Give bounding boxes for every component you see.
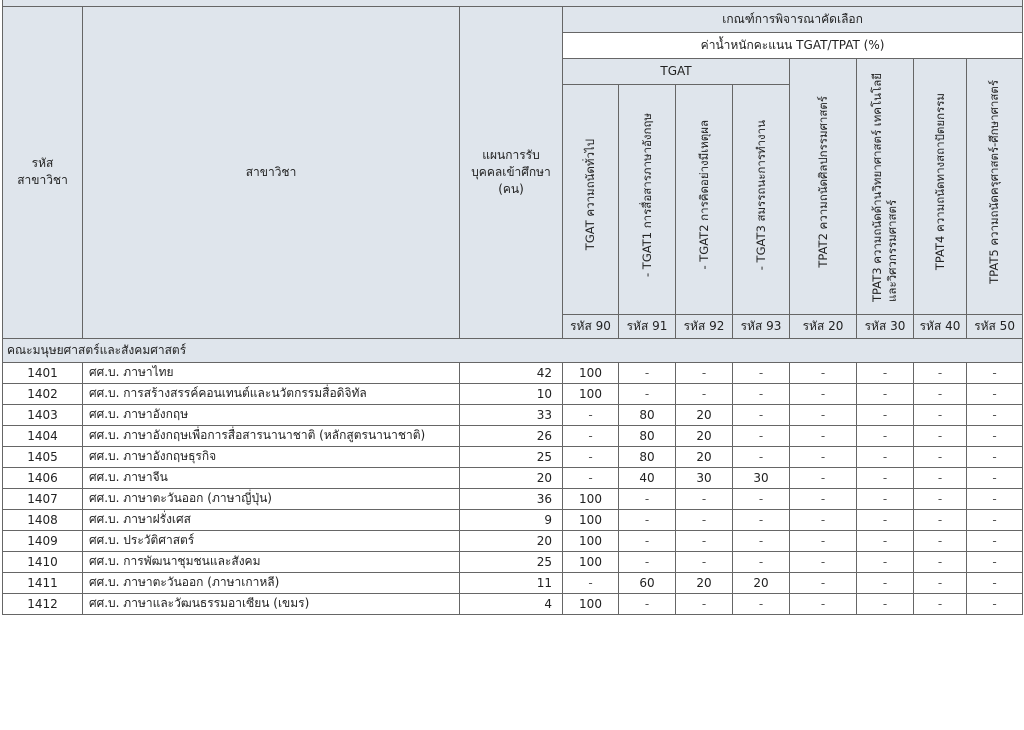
weight-cell: - — [857, 530, 914, 551]
weight-cell: - — [967, 572, 1023, 593]
weight-cell: - — [857, 488, 914, 509]
weight-cell: 100 — [563, 362, 619, 383]
table-row — [3, 509, 1023, 530]
weight-cell: - — [790, 404, 857, 425]
weight-cell: - — [857, 362, 914, 383]
weight-cell: 40 — [619, 467, 676, 488]
tgat-group-header: TGAT — [563, 58, 790, 84]
weight-cell: - — [676, 551, 733, 572]
weight-cell: - — [790, 362, 857, 383]
weight-cell: - — [790, 572, 857, 593]
major-name-cell: ศศ.บ. ภาษาฝรั่งเศส — [83, 509, 460, 530]
weight-cell: - — [914, 488, 967, 509]
table-row — [3, 593, 1023, 614]
test-code: รหัส 50 — [967, 314, 1023, 338]
table-row — [3, 446, 1023, 467]
major-name-cell: ศศ.บ. ภาษาและวัฒนธรรมอาเซียน (เขมร) — [83, 593, 460, 614]
table-row — [3, 572, 1023, 593]
weight-cell: 100 — [563, 488, 619, 509]
weight-cell: - — [790, 509, 857, 530]
test-header-tpat3: TPAT3 ความถนัดด้านวิทยาศาสตร์ เทคโนโลยี และวิศวกรรมศาสตร์ — [857, 58, 914, 314]
weight-cell: - — [676, 530, 733, 551]
weight-cell: - — [733, 509, 790, 530]
weight-cell: - — [619, 488, 676, 509]
weight-cell: - — [914, 383, 967, 404]
weight-cell: - — [619, 593, 676, 614]
plan-count-cell: 25 — [460, 446, 563, 467]
weight-cell: - — [619, 383, 676, 404]
weight-cell: - — [619, 509, 676, 530]
weight-cell: - — [857, 551, 914, 572]
table-row — [3, 551, 1023, 572]
major-name-cell: ศศ.บ. ภาษาจีน — [83, 467, 460, 488]
weight-cell: - — [914, 572, 967, 593]
weight-cell: - — [914, 530, 967, 551]
plan-count-cell: 4 — [460, 593, 563, 614]
test-code: รหัส 90 — [563, 314, 619, 338]
major-name-cell: ศศ.บ. การสร้างสรรค์คอนเทนต์และนวัตกรรมสื่อดิจิทัล — [83, 383, 460, 404]
weight-cell: - — [914, 446, 967, 467]
weight-cell: - — [733, 446, 790, 467]
weight-cell: 30 — [676, 467, 733, 488]
major-code-cell: 1404 — [3, 425, 83, 446]
weight-cell: - — [914, 593, 967, 614]
weight-cell: 80 — [619, 404, 676, 425]
table-row — [3, 383, 1023, 404]
criteria-header: เกณฑ์การพิจารณาคัดเลือก — [563, 6, 1023, 32]
weight-cell: - — [857, 404, 914, 425]
weight-cell: 60 — [619, 572, 676, 593]
weight-cell: - — [790, 551, 857, 572]
weight-cell: 20 — [733, 572, 790, 593]
weight-cell: - — [857, 446, 914, 467]
weight-cell: - — [914, 467, 967, 488]
weight-header: ค่าน้ำหนักคะแนน TGAT/TPAT (%) — [563, 32, 1023, 58]
weight-cell: 20 — [676, 572, 733, 593]
major-name-cell: ศศ.บ. ภาษาตะวันออก (ภาษาเกาหลี) — [83, 572, 460, 593]
major-name-cell: ศศ.บ. ภาษาตะวันออก (ภาษาญี่ปุ่น) — [83, 488, 460, 509]
weight-cell: - — [733, 551, 790, 572]
plan-count-cell: 33 — [460, 404, 563, 425]
plan-count-cell: 11 — [460, 572, 563, 593]
plan-count-cell: 9 — [460, 509, 563, 530]
weight-cell: - — [790, 425, 857, 446]
weight-cell: 80 — [619, 425, 676, 446]
weight-cell: 100 — [563, 530, 619, 551]
weight-cell: - — [914, 404, 967, 425]
plan-count-cell: 20 — [460, 530, 563, 551]
table-row — [3, 362, 1023, 383]
test-code: รหัส 91 — [619, 314, 676, 338]
major-code-cell: 1409 — [3, 530, 83, 551]
weight-cell: - — [967, 467, 1023, 488]
major-name-cell: ศศ.บ. ภาษาอังกฤษ — [83, 404, 460, 425]
weight-cell: - — [676, 509, 733, 530]
weight-cell: - — [857, 383, 914, 404]
weight-cell: - — [790, 467, 857, 488]
weight-cell: - — [676, 362, 733, 383]
weight-cell: - — [563, 404, 619, 425]
weight-cell: - — [857, 425, 914, 446]
plan-count-cell: 26 — [460, 425, 563, 446]
major-code-cell: 1403 — [3, 404, 83, 425]
test-code: รหัส 40 — [914, 314, 967, 338]
plan-count-cell: 36 — [460, 488, 563, 509]
weight-cell: - — [967, 551, 1023, 572]
weight-cell: - — [967, 530, 1023, 551]
plan-count-cell: 42 — [460, 362, 563, 383]
weight-cell: - — [619, 551, 676, 572]
admission-table — [2, 0, 1023, 615]
test-header-tpat4: TPAT4 ความถนัดทางสถาปัตยกรรม — [914, 58, 967, 314]
weight-cell: 20 — [676, 425, 733, 446]
weight-cell: - — [563, 467, 619, 488]
weight-cell: - — [733, 362, 790, 383]
major-name-cell: ศศ.บ. ภาษาไทย — [83, 362, 460, 383]
weight-cell: - — [857, 467, 914, 488]
weight-cell: - — [914, 551, 967, 572]
weight-cell: - — [790, 530, 857, 551]
major-code-cell: 1401 — [3, 362, 83, 383]
weight-cell: - — [857, 572, 914, 593]
weight-cell: - — [790, 593, 857, 614]
test-header-tgat: TGAT ความถนัดทั่วไป — [563, 84, 619, 314]
weight-cell: 80 — [619, 446, 676, 467]
weight-cell: 100 — [563, 551, 619, 572]
plan-count-cell: 20 — [460, 467, 563, 488]
weight-cell: - — [733, 530, 790, 551]
weight-cell: - — [790, 488, 857, 509]
weight-cell: - — [914, 425, 967, 446]
major-code-cell: 1408 — [3, 509, 83, 530]
weight-cell: - — [857, 509, 914, 530]
weight-cell: - — [914, 362, 967, 383]
major-code-cell: 1412 — [3, 593, 83, 614]
weight-cell: 100 — [563, 383, 619, 404]
weight-cell: - — [967, 488, 1023, 509]
weight-cell: - — [563, 425, 619, 446]
table-row — [3, 467, 1023, 488]
table-row — [3, 530, 1023, 551]
weight-cell: - — [563, 446, 619, 467]
test-code: รหัส 20 — [790, 314, 857, 338]
major-code-cell: 1411 — [3, 572, 83, 593]
weight-cell: - — [967, 383, 1023, 404]
weight-cell: - — [967, 509, 1023, 530]
weight-cell: - — [733, 593, 790, 614]
major-name-cell: ศศ.บ. ภาษาอังกฤษธุรกิจ — [83, 446, 460, 467]
table-row — [3, 404, 1023, 425]
test-header-tgat1: - TGAT1 การสื่อสารภาษาอังกฤษ — [619, 84, 676, 314]
weight-cell: 30 — [733, 467, 790, 488]
major-name-cell: ศศ.บ. การพัฒนาชุมชนและสังคม — [83, 551, 460, 572]
major-name-cell: ศศ.บ. ภาษาอังกฤษเพื่อการสื่อสารนานาชาติ (หลักสูตรนานาชาติ) — [83, 425, 460, 446]
test-header-tgat2: - TGAT2 การคิดอย่างมีเหตุผล — [676, 84, 733, 314]
weight-cell: - — [676, 488, 733, 509]
test-code: รหัส 93 — [733, 314, 790, 338]
test-code: รหัส 92 — [676, 314, 733, 338]
weight-cell: - — [733, 404, 790, 425]
weight-cell: - — [733, 425, 790, 446]
test-header-tgat3: - TGAT3 สมรรถนะการทำงาน — [733, 84, 790, 314]
weight-cell: - — [790, 383, 857, 404]
weight-cell: - — [857, 593, 914, 614]
weight-cell: - — [967, 446, 1023, 467]
weight-cell: 20 — [676, 446, 733, 467]
major-name-cell: ศศ.บ. ประวัติศาสตร์ — [83, 530, 460, 551]
weight-cell: - — [967, 362, 1023, 383]
weight-cell: - — [967, 404, 1023, 425]
code-column-header: รหัส สาขาวิชา — [3, 6, 83, 338]
weight-cell: - — [733, 383, 790, 404]
weight-cell: - — [914, 509, 967, 530]
weight-cell: - — [563, 572, 619, 593]
plan-count-cell: 10 — [460, 383, 563, 404]
weight-cell: 100 — [563, 509, 619, 530]
weight-cell: 20 — [676, 404, 733, 425]
major-code-cell: 1406 — [3, 467, 83, 488]
major-column-header: สาขาวิชา — [83, 6, 460, 338]
test-code: รหัส 30 — [857, 314, 914, 338]
weight-cell: 100 — [563, 593, 619, 614]
weight-cell: - — [967, 593, 1023, 614]
plan-count-cell: 25 — [460, 551, 563, 572]
weight-cell: - — [733, 488, 790, 509]
table-row — [3, 425, 1023, 446]
major-code-cell: 1407 — [3, 488, 83, 509]
table-row — [3, 488, 1023, 509]
test-header-tpat2: TPAT2 ความถนัดศิลปกรรมศาสตร์ — [790, 58, 857, 314]
weight-cell: - — [676, 383, 733, 404]
major-code-cell: 1410 — [3, 551, 83, 572]
weight-cell: - — [619, 530, 676, 551]
plan-column-header: แผนการรับ บุคคลเข้าศึกษา (คน) — [460, 6, 563, 338]
major-code-cell: 1405 — [3, 446, 83, 467]
weight-cell: - — [619, 362, 676, 383]
weight-cell: - — [790, 446, 857, 467]
weight-cell: - — [967, 425, 1023, 446]
test-header-tpat5: TPAT5 ความถนัดครุศาสตร์-ศึกษาศาสตร์ — [967, 58, 1023, 314]
faculty-section-row: คณะมนุษยศาสตร์และสังคมศาสตร์ — [3, 338, 1023, 362]
weight-cell: - — [676, 593, 733, 614]
major-code-cell: 1402 — [3, 383, 83, 404]
